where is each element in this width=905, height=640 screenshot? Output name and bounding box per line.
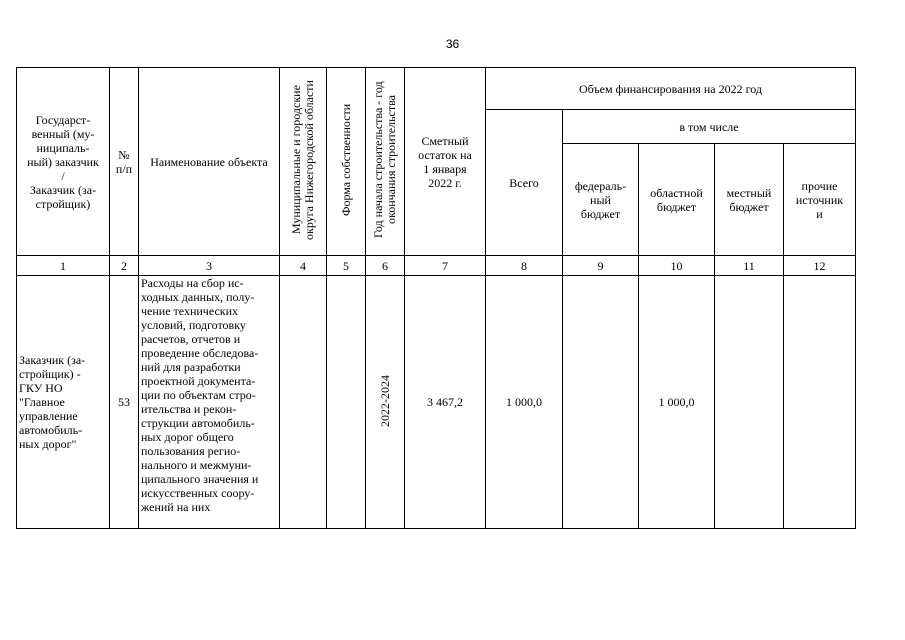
row-years: 2022-2024 <box>377 374 392 427</box>
row-object-name: Расходы на сбор ис- ходных данных, полу- чение технических условий, подготовку расчетов, отчетов и проведение обследова- ний для разработки проектной документа- ции по объектам стро- ительства и рекон- струкции автомобиль- ных дорог общего пользования регио- нального и межмуни- ципального значения и искусственных соору- жений на них <box>139 276 280 529</box>
header-estimate-balance: Сметный остаток на 1 января 2022 г. <box>405 68 486 256</box>
header-funding-group: Объем финансирования на 2022 год <box>486 68 856 110</box>
column-number: 9 <box>563 256 639 276</box>
column-number: 8 <box>486 256 563 276</box>
column-number: 1 <box>17 256 110 276</box>
page-number: 36 <box>445 37 460 51</box>
header-years-cell <box>366 68 405 256</box>
header-federal: федераль- ный бюджет <box>563 144 639 256</box>
header-customer: Государст- венный (му- ниципаль- ный) заказчик / Заказчик (за- стройщик) <box>17 68 110 256</box>
row-number: 53 <box>110 276 139 529</box>
header-local: местный бюджет <box>715 144 784 256</box>
header-object-name: Наименование объекта <box>139 68 280 256</box>
row-other <box>784 276 856 529</box>
header-regional: областной бюджет <box>639 144 715 256</box>
column-number: 12 <box>784 256 856 276</box>
column-number: 3 <box>139 256 280 276</box>
row-total: 1 000,0 <box>486 276 563 529</box>
header-municipality-cell <box>280 68 327 256</box>
row-regional: 1 000,0 <box>639 276 715 529</box>
header-ownership-cell <box>327 68 366 256</box>
column-number: 5 <box>327 256 366 276</box>
header-ownership: Форма собственности <box>338 103 353 217</box>
column-number: 10 <box>639 256 715 276</box>
row-municipality <box>280 276 327 529</box>
column-number: 2 <box>110 256 139 276</box>
row-local <box>715 276 784 529</box>
header-including: в том числе <box>563 110 856 144</box>
header-years: Год начала строительства - год окончания строительства <box>371 81 398 239</box>
table-row <box>17 276 856 529</box>
column-number: 6 <box>366 256 405 276</box>
row-customer: Заказчик (за- стройщик) - ГКУ НО "Главное управление автомобиль- ных дорог" <box>17 276 110 529</box>
column-number: 11 <box>715 256 784 276</box>
financing-table <box>16 67 856 529</box>
column-number: 4 <box>280 256 327 276</box>
header-number: № п/п <box>110 68 139 256</box>
column-number: 7 <box>405 256 486 276</box>
row-federal <box>563 276 639 529</box>
row-ownership <box>327 276 366 529</box>
header-other: прочие источник и <box>784 144 856 256</box>
header-total: Всего <box>486 110 563 256</box>
row-estimate-balance: 3 467,2 <box>405 276 486 529</box>
row-years-cell <box>366 276 405 529</box>
header-municipality: Муниципальные и городские округа Нижегородской области <box>289 80 316 240</box>
